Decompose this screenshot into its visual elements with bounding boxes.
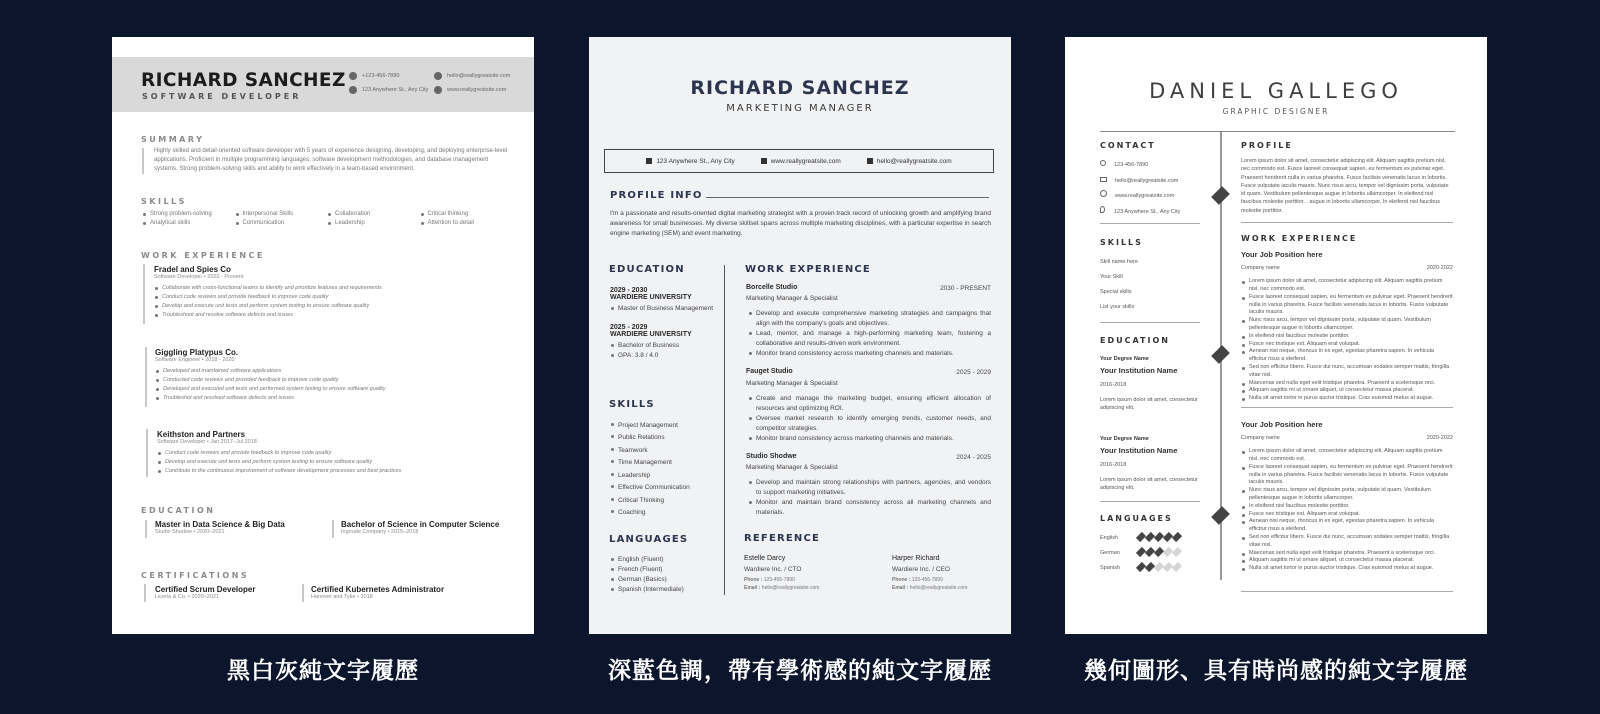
reference-name: Harper Richard — [892, 555, 940, 562]
job-entry — [1241, 250, 1453, 403]
divider — [332, 520, 334, 538]
language-rating — [1138, 549, 1183, 558]
skill-item: Skill name here — [1100, 259, 1138, 265]
divider — [706, 197, 989, 198]
section-title-profile: PROFILE INFO — [610, 190, 703, 201]
degree-meta: Ingoude Company • 2015–2018 — [341, 529, 419, 535]
job-company: Fradel and Spies Co — [154, 265, 231, 274]
job-bullet: Developed and executed unit tests and performed system testing to ensure software quality — [155, 385, 495, 394]
skill-item: Time Management — [610, 457, 720, 469]
education-item: Bachelor of Business — [610, 341, 720, 351]
education-years: 2025 - 2029 — [610, 324, 648, 332]
contact-bar — [604, 149, 994, 173]
language-item: English (Fluent) — [610, 555, 720, 565]
language-rating — [1138, 534, 1183, 543]
divider — [1241, 407, 1453, 408]
section-title-summary: SUMMARY — [141, 135, 205, 144]
section-title-profile: PROFILE — [1241, 141, 1293, 150]
location-icon — [1100, 206, 1105, 213]
location-icon — [349, 86, 357, 94]
section-title-languages: LANGUAGES — [609, 534, 689, 545]
job-role: Marketing Manager & Specialist — [746, 463, 838, 471]
skills-grid — [142, 210, 512, 228]
job-bullet: Developed and maintained software applications — [155, 367, 495, 376]
diamond-icon — [1172, 547, 1182, 557]
education-entry — [1100, 355, 1215, 412]
contact-address: 123 Anywhere St., Any City — [646, 158, 734, 165]
job-bullet: Fusce nec tristique est. Aliquam erat volutpat. — [1241, 341, 1453, 349]
section-title-work: WORK EXPERIENCE — [1241, 234, 1358, 243]
education-item: Master of Business Management — [610, 304, 720, 314]
column-divider — [724, 265, 725, 595]
section-title-certifications: CERTIFICATIONS — [141, 571, 250, 580]
job-company: Borcelle Studio — [746, 284, 798, 291]
job-bullet: Oversee market research to identify emerging trends, customer needs, and competitor strategies. — [748, 414, 991, 434]
certification-entry — [311, 585, 444, 600]
divider — [1100, 131, 1455, 132]
education-entry — [1100, 435, 1215, 492]
skill-item: Public Relations — [610, 432, 720, 444]
divider — [302, 584, 304, 602]
section-title-education: EDUCATION — [609, 264, 685, 275]
divider — [1100, 322, 1200, 323]
language-row — [1100, 561, 1210, 576]
institution-name: Your Institution Name — [1100, 446, 1178, 456]
profile-text: I'm a passionate and results-oriented digital marketing strategist with a proven track record of unlocking growth and amplifying brand awareness for small businesses. My diverse skillset spans across multiple marketing disciplines, with a particular expertise in search engine marketing (SEM) and event marketing. — [610, 210, 991, 238]
job-company: Fauget Studio — [746, 368, 793, 376]
globe-icon — [434, 86, 442, 94]
education-item: GPA: 3.8 / 4.0 — [610, 351, 720, 361]
language-item: Spanish (Intermediate) — [610, 585, 720, 595]
divider — [144, 584, 146, 602]
skill-item: Effective Communication — [610, 482, 720, 494]
certification-meta: Liceria & Co. • 2020–2021 — [155, 594, 219, 600]
skill-item: Attention to detail — [420, 219, 513, 228]
mail-icon — [434, 72, 442, 80]
diamond-icon — [1211, 506, 1230, 525]
skills-list — [1100, 255, 1138, 316]
skill-item: Leadership — [610, 470, 720, 482]
job-bullet: Nulla sit amet tortor in purus auctor tristique. Cras euismod metus at augue. — [1241, 395, 1453, 403]
section-title-education: EDUCATION — [141, 506, 216, 515]
degree-name: Your Degree Name — [1100, 356, 1149, 362]
contact-list — [1100, 158, 1210, 221]
job-years: 2020-2022 — [1426, 435, 1453, 441]
job-meta: Software Developer • 2020 - Present — [154, 274, 244, 280]
globe-icon — [761, 158, 767, 164]
job-company: Keithston and Partners — [157, 430, 246, 439]
job-dates: 2024 - 2025 — [956, 453, 991, 461]
skill-item: Communication — [235, 219, 328, 228]
caption-black-white-grey: 黑白灰純文字履歷 — [227, 658, 419, 684]
job-bullet: Conduct code reviews and provide feedback to improve code quality — [157, 449, 497, 458]
divider — [1100, 501, 1200, 502]
skill-item: Collaboration — [327, 210, 420, 219]
education-years: 2016-2018 — [1100, 462, 1127, 469]
resume-role: MARKETING MANAGER — [726, 103, 874, 114]
globe-icon — [1100, 190, 1107, 197]
divider — [1241, 591, 1453, 592]
job-bullet: Lorem ipsum dolor sit amet, consectetur adipiscing elit. Aliquam sagittis pretium nisl, nec commodo est. — [1241, 448, 1453, 464]
degree-name: Bachelor of Science in Computer Science — [341, 520, 500, 529]
job-entry — [157, 430, 497, 476]
language-name: Spanish — [1100, 565, 1120, 572]
contact-phone: 123-456-7890 — [1100, 158, 1210, 174]
skill-item: Critical Thinking — [610, 495, 720, 507]
skill-item: Interpersonal Skills — [235, 210, 328, 219]
caption-navy-academic: 深藍色調，帶有學術感的純文字履歷 — [608, 658, 992, 684]
job-position: Your Job Position here — [1241, 420, 1323, 429]
section-title-contact: CONTACT — [1100, 141, 1156, 150]
job-bullet: Conduct code reviews and provide feedback to improve code quality — [154, 293, 494, 302]
job-bullet: Troubleshot and resolved software defects and issues — [155, 394, 495, 403]
job-dates: 2030 - PRESENT — [940, 285, 991, 292]
diamond-icon — [1172, 532, 1182, 542]
skill-item: List your skills — [1100, 304, 1135, 311]
skill-item: Analytical skills — [142, 219, 235, 228]
resume-preview-geometric-fashion[interactable] — [1065, 37, 1487, 634]
job-bullet: Maecenas sed nulla eget velit tristique pharetra. Praesent a scelerisque orci. — [1241, 380, 1453, 388]
education-years: 2029 - 2030 — [610, 287, 648, 294]
skill-item: Leadership — [327, 219, 420, 228]
job-role: Marketing Manager & Specialist — [746, 379, 838, 387]
contact-web: www.reallygreatsite.com — [761, 158, 841, 165]
reference-org: Wardiere Inc. / CEO — [892, 566, 950, 573]
resume-preview-black-white-grey[interactable] — [112, 37, 534, 634]
job-bullet: Aenean nisi neque, rhoncus in ex eget, egestas pharetra sapien. In vehicula efficitur risus a eleifend. — [1241, 518, 1453, 534]
education-school: WARDIERE UNIVERSITY — [610, 294, 692, 301]
education-years: 2016-2018 — [1100, 382, 1127, 389]
section-title-education: EDUCATION — [1100, 336, 1170, 345]
job-entry — [1241, 420, 1453, 573]
job-bullet: Create and manage the marketing budget, ensuring efficient allocation of resources and optimizing ROI. — [748, 394, 991, 414]
resume-preview-navy-academic[interactable] — [589, 37, 1011, 634]
job-bullet: Monitor brand consistency across marketing channels and materials. — [748, 434, 991, 444]
reference-entry: Estelle Darcy Wardiere Inc. / CTO Phone : 123-456-7890 Email : hello@reallygreatsite.com — [744, 555, 862, 592]
job-bullet: Sed non efficitur libero. Fusce dui nunc, accumsan sodales semper mattis, fringilla vitae nisl. — [1241, 534, 1453, 550]
contact-web: www.reallygreatsite.com — [1100, 189, 1210, 205]
reference-list — [744, 555, 992, 592]
job-bullet: Develop and execute unit tests and perform system testing to ensure software quality — [157, 458, 497, 467]
section-title-skills: SKILLS — [609, 399, 655, 410]
languages-list — [610, 555, 720, 595]
job-entry — [154, 265, 494, 320]
location-icon — [646, 158, 652, 164]
resume-role: GRAPHIC DESIGNER — [1222, 107, 1330, 116]
job-bullet: Sed non efficitur libero. Fusce dui nunc, accumsan sodales semper mattis, fringilla vitae nisl. — [1241, 364, 1453, 380]
language-name: German — [1100, 550, 1120, 557]
education-school: WARDIERE UNIVERSITY — [610, 331, 692, 339]
language-row — [1100, 531, 1210, 546]
divider — [1241, 222, 1453, 223]
job-bullet: Develop and maintain strong relationships with partners, agencies, and vendors to support marketing initiatives. — [748, 478, 991, 498]
job-bullet: Monitor and maintain brand consistency across all marketing channels and materials. — [748, 498, 991, 518]
job-role: Marketing Manager & Specialist — [746, 295, 838, 303]
summary-text: Highly skilled and detail-oriented software developer with 5 years of experience designing, developing, and deploying enterprise-level applications. Proficient in multiple programming languages, software development methodologies, and database management systems. Strong problem-solving skills and ability to work effectively in a team-based environment. — [154, 148, 508, 172]
reference-name: Estelle Darcy — [744, 555, 786, 562]
section-title-skills: SKILLS — [141, 197, 187, 206]
job-meta: Software Engineer • 2018 - 2020 — [155, 357, 235, 363]
mail-icon — [867, 158, 873, 164]
profile-text: Lorem ipsum dolor sit amet, consectetur adipiscing elit. Aliquam sagittis pretium nisl, nec commodo est. Fusce laoreet consequat sapien, eu fermentum ex pulvinar eget. Praesent hendrerit nulla in varius pharetra. Fusce facilisis venenatis lacus in lobortis. Fusce vulputate iaculis mauris. Nunc risus arcu, tempor vel dignissim porta, vulputate id quam. Vestibulum pellentesque augue in lobortis ullamcorper. In eleifend nisl faucibus molestie porttitor. . augue in lobortis ullamcorper. In eleifend nisl faucibus molestie porttitor. — [1241, 158, 1449, 214]
education-desc: Lorem ipsum dolor sit amet, consectetur adipiscing elit. — [1100, 396, 1198, 411]
skill-item: Teamwork — [610, 445, 720, 457]
language-item: German (Basics) — [610, 575, 720, 585]
resume-role: SOFTWARE DEVELOPER — [142, 92, 302, 101]
certification-entry — [155, 585, 255, 600]
divider — [143, 264, 145, 324]
job-bullet: In eleifend nisl faucibus molestie porttitor. — [1241, 503, 1453, 511]
education-entry — [155, 520, 285, 535]
certification-meta: Hanover and Tyke • 2018 — [311, 594, 373, 600]
job-bullet: Nunc risus arcu, tempor vel dignissim porta, vulputate id quam. Vestibulum pellentesque augue in lobortis ullamcorper. — [1241, 487, 1453, 503]
divider — [145, 520, 147, 538]
section-title-work: WORK EXPERIENCE — [745, 264, 871, 275]
degree-name: Master in Data Science & Big Data — [155, 520, 285, 529]
phone-icon — [1100, 160, 1106, 166]
skill-item: Strong problem-solving — [142, 210, 235, 219]
certification-name: Certified Scrum Developer — [155, 585, 256, 594]
skills-list — [610, 420, 720, 520]
job-company: Giggling Platypus Co. — [155, 348, 239, 357]
job-bullet: Aliquam sagittis mi ut ornare aliquet, ut consectetur massa placerat. — [1241, 557, 1453, 565]
resume-name: RICHARD SANCHEZ — [690, 77, 910, 99]
education-desc: Lorem ipsum dolor sit amet, consectetur adipiscing elit. — [1100, 476, 1198, 491]
degree-meta: Studio Shodwe • 2020–2021 — [155, 529, 225, 535]
contact-phone: +123-456-7890 — [349, 72, 399, 80]
resume-name: RICHARD SANCHEZ — [141, 70, 346, 91]
caption-geometric-fashion: 幾何圖形、具有時尚感的純文字履歷 — [1084, 658, 1468, 684]
reference-org: Wardiere Inc. / CTO — [744, 566, 802, 573]
job-entry — [746, 453, 991, 518]
job-bullet: Nunc risus arcu, tempor vel dignissim porta, vulputate id quam. Vestibulum pellentesque augue in lobortis ullamcorper. — [1241, 317, 1453, 333]
job-bullet: In eleifend nisl faucibus molestie porttitor. — [1241, 333, 1453, 341]
job-entry — [155, 348, 495, 403]
job-company: Company name — [1241, 435, 1280, 441]
job-company: Studio Shodwe — [746, 452, 797, 460]
language-item: French (Fluent) — [610, 565, 720, 575]
skill-item: Special skills — [1100, 289, 1132, 296]
certification-name: Certified Kubernetes Administrator — [311, 585, 445, 594]
job-bullet: Fusce nec tristique est. Aliquam erat volutpat. — [1241, 511, 1453, 519]
language-rating — [1138, 564, 1183, 573]
degree-name: Your Degree Name — [1100, 436, 1149, 442]
job-bullet: Lorem ipsum dolor sit amet, consectetur adipiscing elit. Aliquam sagittis pretium nisl, nec commodo est. — [1241, 278, 1453, 294]
divider — [146, 429, 148, 477]
skill-item: Your Skill — [1100, 274, 1123, 281]
education-list — [610, 287, 720, 361]
job-bullet: Conducted code reviews and provided feedback to improve code quality — [155, 376, 495, 385]
job-bullet: Fusce laoreet consequat sapien, eu fermentum ex pulvinar eget. Praesent hendrerit nulla in varius pharetra. Fusce facilisis venenatis lacus in lobortis. Fusce vulputate iaculis mauris. — [1241, 464, 1453, 487]
job-bullet: Nulla sit amet tortor in purus auctor tristique. Cras euismod metus at augue. — [1241, 565, 1453, 573]
section-title-reference: REFERENCE — [744, 533, 821, 544]
job-bullet: Monitor brand consistency across marketing channels and materials. — [748, 349, 991, 359]
mail-icon — [1100, 177, 1107, 182]
job-bullet: Aenean nisi neque, rhoncus in ex eget, egestas pharetra sapien. In vehicula efficitur risus a eleifend. — [1241, 348, 1453, 364]
reference-entry: Harper Richard Wardiere Inc. / CEO Phone : 123-456-7890 Email : hello@reallygreatsite.com — [892, 555, 992, 592]
divider — [145, 347, 147, 407]
institution-name: Your Institution Name — [1100, 366, 1178, 376]
job-bullet: Troubleshoot and resolve software defects and issues — [154, 311, 494, 320]
resume-name: DANIEL GALLEGO — [1149, 79, 1403, 103]
skill-item: Project Management — [610, 420, 720, 432]
diamond-icon — [1211, 186, 1230, 205]
contact-email: hello@reallygreatsite.com — [1100, 174, 1210, 190]
section-title-languages: LANGUAGES — [1100, 514, 1173, 523]
language-name: English — [1100, 535, 1119, 542]
languages-list — [1100, 531, 1210, 576]
section-title-skills: SKILLS — [1100, 238, 1143, 247]
contact-web: www.reallygreatsite.com — [434, 86, 506, 94]
contact-email: hello@reallygreatsite.com — [867, 158, 952, 165]
contact-address: 123 Anywhere St., Any City — [349, 86, 428, 94]
job-bullet: Aliquam sagittis mi ut ornare aliquet, ut consectetur massa placerat. — [1241, 387, 1453, 395]
job-bullet: Lead, mentor, and manage a high-performing marketing team, fostering a collaborative and results-driven work environment. — [748, 329, 991, 349]
job-bullet: Develop and execute unit tests and perform system testing to ensure software quality — [154, 302, 494, 311]
phone-icon — [349, 72, 357, 80]
job-bullet: Fusce laoreet consequat sapien, eu fermentum ex pulvinar eget. Praesent hendrerit nulla in varius pharetra. Fusce facilisis venenatis lacus in lobortis. Fusce vulputate iaculis mauris. — [1241, 294, 1453, 317]
job-years: 2020-2022 — [1426, 265, 1453, 271]
skill-item: Critical thinking — [420, 210, 513, 219]
job-bullet: Contribute to the continuous improvement of software development processes and best practices — [157, 467, 497, 476]
job-entry — [746, 284, 991, 359]
job-meta: Software Developer • Jan 2017–Jul 2018 — [157, 439, 257, 445]
job-position: Your Job Position here — [1241, 250, 1323, 259]
section-title-work: WORK EXPERIENCE — [141, 251, 265, 260]
contact-address: 123 Anywhere St., Any City — [1100, 205, 1210, 221]
divider — [1100, 223, 1200, 224]
divider — [142, 148, 144, 174]
job-bullet: Maecenas sed nulla eget velit tristique pharetra. Praesent a scelerisque orci. — [1241, 550, 1453, 558]
diamond-icon — [1172, 562, 1182, 572]
work-list — [746, 284, 991, 518]
job-dates: 2025 - 2029 — [956, 369, 991, 377]
job-bullet: Collaborate with cross-functional teams to identify and prioritize features and requirements — [154, 284, 494, 293]
education-entry — [341, 520, 499, 535]
language-row — [1100, 546, 1210, 561]
skill-item: Coaching — [610, 507, 720, 519]
job-company: Company name — [1241, 265, 1280, 271]
job-entry — [746, 368, 991, 443]
contact-email: hello@reallygreatsite.com — [434, 72, 510, 80]
job-bullet: Develop and execute comprehensive marketing strategies and campaigns that align with the company's goals and objectives. — [748, 309, 991, 329]
